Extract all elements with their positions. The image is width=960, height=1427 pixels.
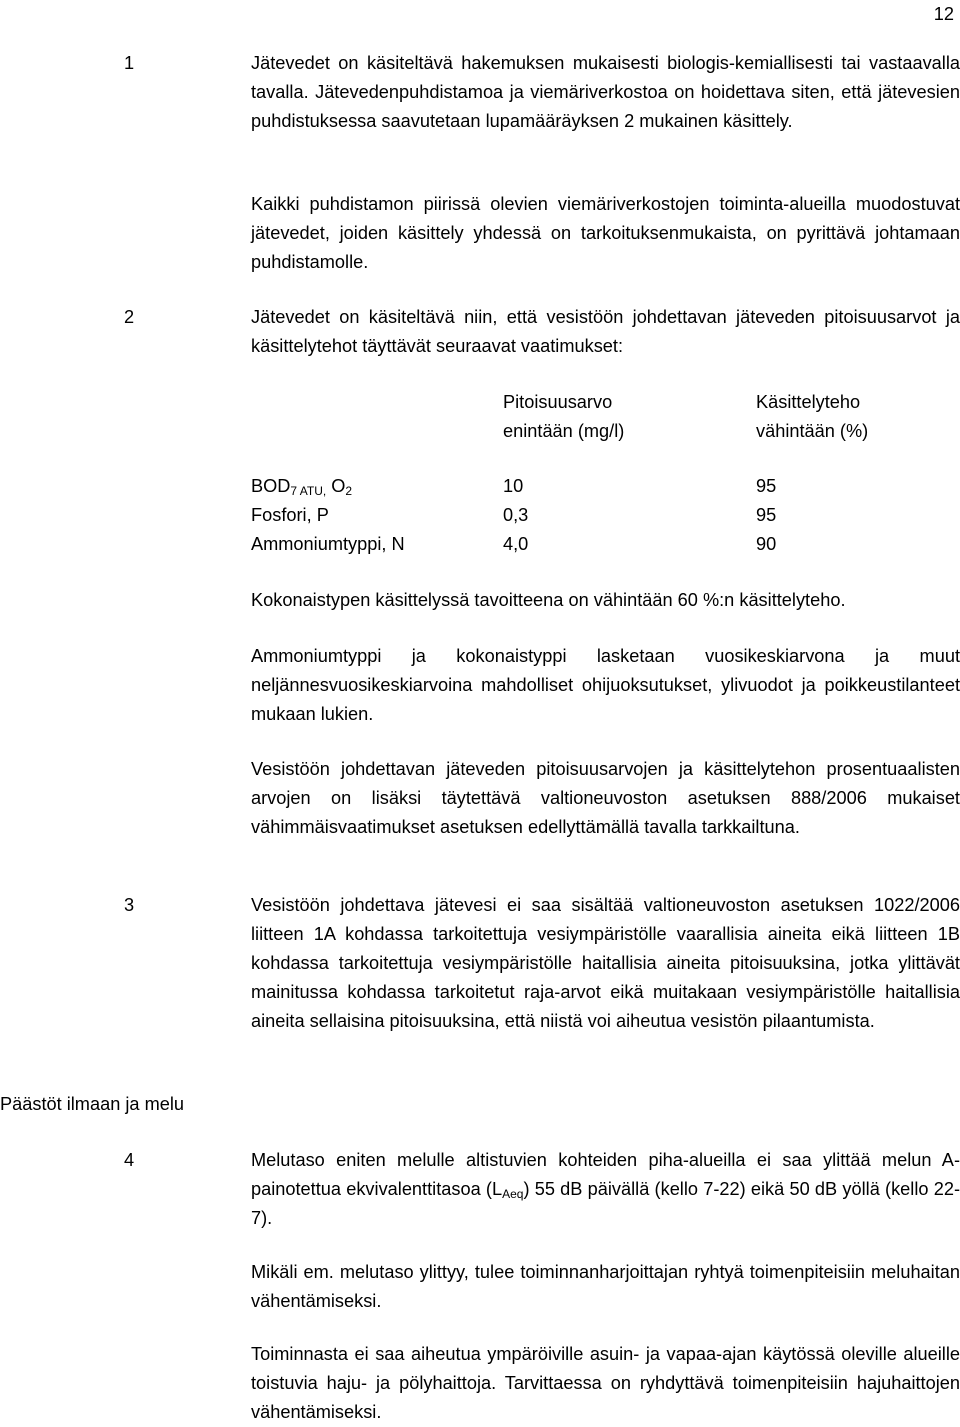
table-cell-concentration: 4,0 [503, 534, 529, 554]
table-header-efficiency [756, 388, 868, 446]
table-cell-parameter: Ammoniumtyppi, N [251, 534, 405, 554]
table-cell-parameter: $BOD_{7 ATU,}$ $O_2$ [251, 476, 353, 498]
item-number-4: 4 [124, 1150, 135, 1170]
paragraph-2c: Ammoniumtyppi ja kokonaistyppi lasketaan vuosikeskiarvona ja muut neljännesvuosikeskiarvoina mahdolliset ohijuoksutukset, ylivuodot ja poikkeustilanteet mukaan lukien. [251, 646, 960, 724]
paragraph-4: Melutaso eniten melulle altistuvien kohteiden piha-alueilla ei saa ylittää melun A-painotettua ekvivalenttitasoa $(L_{Aeq})$ 55 dB päivällä (kello 7-22) eikä 50 dB yöllä (kello 22-7). [251, 1150, 960, 1228]
table-header-concentration [503, 388, 624, 446]
table-header-concentration-line2: enintään (mg/l) [503, 421, 625, 441]
table-cell-efficiency: 95 [756, 476, 777, 496]
table-cell-parameter: Fosfori, P [251, 505, 329, 525]
paragraph-1b: Kaikki puhdistamon piirissä olevien viemäriverkostojen toiminta-alueilla muodostuvat jätevedet, joiden käsittely yhdessä on tarkoituksenmukaista, on pyrittävä johtamaan puhdistamolle. [251, 194, 960, 272]
paragraph-4c: Toiminnasta ei saa aiheutua ympäröiville asuin- ja vapaa-ajan käytössä oleville alueille toistuvia haju- ja pölyhaittoja. Tarvittaessa on ryhdyttävä toimenpiteisiin hajuhaittojen vähentämiseksi. [251, 1344, 960, 1422]
requirements-table [251, 472, 960, 559]
paragraph-3: Vesistöön johdettava jätevesi ei saa sisältää valtioneuvoston asetuksen 1022/2006 liitteen 1A kohdassa tarkoitettuja vesiympäristölle vaarallisia aineita eikä liitteen 1B kohdassa tarkoitettuja vesiympäristölle haitallisia aineita pitoisuuksina, jotka ylittävät mainitussa kohdassa tarkoitetut raja-arvot eikä muitakaan vesiympäristölle haitallisia aineita sellaisina pitoisuuksina, että niistä voi aiheutua vesistön pilaantumista. [251, 895, 960, 1031]
table-row [251, 501, 960, 530]
paragraph-2d: Vesistöön johdettavan jäteveden pitoisuusarvojen ja käsittelytehon prosentuaalisten arvojen on lisäksi täytettävä valtioneuvoston asetuksen 888/2006 mukaiset vähimmäisvaatimukset asetuksen edellyttämällä tavalla tarkkailtuna. [251, 759, 960, 837]
table-header-efficiency-line2: vähintään (%) [756, 421, 869, 441]
item-number-3: 3 [124, 895, 135, 915]
paragraph-1: Jätevedet on käsiteltävä hakemuksen mukaisesti biologis-kemiallisesti tai vastaavalla tavalla. Jätevedenpuhdistamoa ja viemäriverkostoa on hoidettava siten, että jätevesien puhdistuksessa saavutetaan lupamääräyksen 2 mukainen käsittely. [251, 53, 960, 131]
table-header-concentration-line1: Pitoisuusarvo [503, 392, 613, 412]
paragraph-2: Jätevedet on käsiteltävä niin, että vesistöön johdettavan jäteveden pitoisuusarvot ja käsittelytehot täyttävät seuraavat vaatimukset: [251, 307, 960, 356]
table-cell-concentration: 0,3 [503, 505, 529, 525]
item-number-2: 2 [124, 307, 135, 327]
table-cell-concentration: 10 [503, 476, 524, 496]
section-heading-emissions: Päästöt ilmaan ja melu [0, 1094, 184, 1114]
table-row [251, 530, 960, 559]
page-number: 12 [933, 4, 954, 24]
table-header-efficiency-line1: Käsittelyteho [756, 392, 861, 412]
table-cell-efficiency: 95 [756, 505, 777, 525]
table-cell-efficiency: 90 [756, 534, 777, 554]
paragraph-2b: Kokonaistypen käsittelyssä tavoitteena on vähintään 60 %:n käsittelyteho. [251, 590, 846, 610]
paragraph-4b: Mikäli em. melutaso ylittyy, tulee toiminnanharjoittajan ryhtyä toimenpiteisiin meluhaitan vähentämiseksi. [251, 1262, 960, 1311]
item-number-1: 1 [124, 53, 135, 73]
table-row [251, 472, 960, 501]
